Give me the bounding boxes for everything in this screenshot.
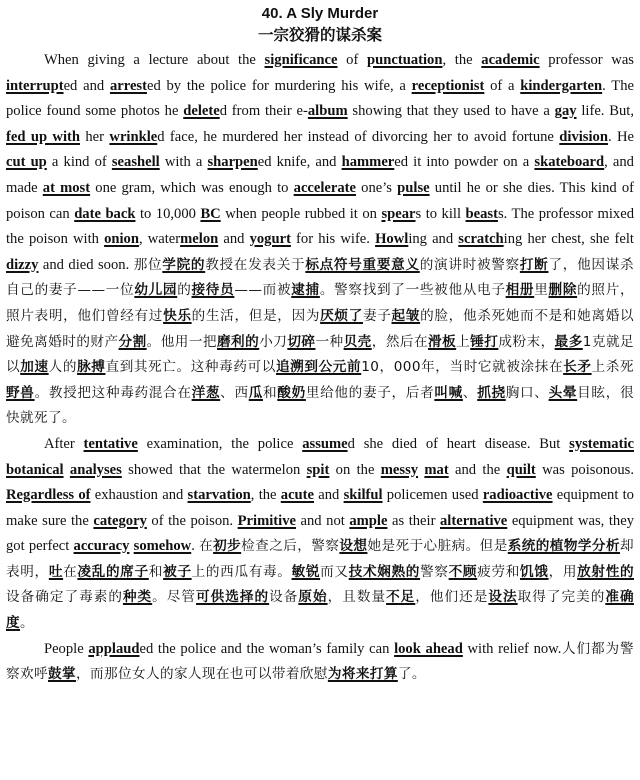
text-segment: d from their e- <box>219 103 308 120</box>
vocabulary-term: assume <box>302 435 348 452</box>
paragraph <box>6 637 634 688</box>
vocabulary-term: 叫喊 <box>434 384 463 401</box>
page-title: 40. A Sly Murder <box>261 5 379 22</box>
text-segment: was poisonous. <box>535 461 634 478</box>
vocabulary-term: scratch <box>458 231 504 248</box>
text-segment: , water <box>138 231 181 248</box>
vocabulary-term: kindergarten <box>520 77 603 94</box>
text-segment: 的 <box>177 282 192 299</box>
vocabulary-term: skilful <box>343 487 383 504</box>
text-segment: one’s <box>356 179 398 196</box>
vocabulary-term: acute <box>280 487 315 504</box>
vocabulary-term: radioactive <box>482 487 553 504</box>
paragraph <box>6 432 634 637</box>
vocabulary-term: 删除 <box>548 282 578 299</box>
text-segment: 的照片，照片表明，他们曾经有过 <box>6 282 634 324</box>
text-segment: ing and <box>408 231 459 248</box>
text-segment: s to kill <box>415 205 466 222</box>
text-segment: to 10,000 <box>135 205 201 222</box>
text-segment: 在 <box>199 538 214 555</box>
vocabulary-term: 磨利的 <box>216 333 260 350</box>
text-segment: 上的西瓜有毒。 <box>191 563 292 580</box>
text-segment: . <box>191 538 200 555</box>
vocabulary-term: 瓜 <box>248 384 264 401</box>
text-segment: and the <box>448 461 507 478</box>
text-segment: of a <box>484 77 521 94</box>
vocabulary-term: messy <box>380 461 419 478</box>
text-segment: equipment to make sure the <box>6 487 634 529</box>
vocabulary-term: pulse <box>397 179 430 196</box>
text-segment: , and made <box>6 154 634 196</box>
vocabulary-term: division <box>559 128 608 145</box>
text-segment: After <box>43 435 84 452</box>
vocabulary-term: 滑板 <box>428 333 457 350</box>
vocabulary-term: 切碎 <box>287 333 316 350</box>
text-segment: 小刀 <box>259 333 288 350</box>
text-segment: d she died of heart disease. But <box>347 435 570 452</box>
text-segment: ed it into powder on a <box>394 154 535 171</box>
vocabulary-term: starvation <box>187 487 251 504</box>
vocabulary-term: 追溯到公元前 <box>275 359 362 376</box>
text-segment: 里 <box>534 282 549 299</box>
text-segment: 。他用一把 <box>146 333 217 350</box>
text-segment: 警察 <box>420 563 449 580</box>
vocabulary-term: 野兽 <box>6 384 35 401</box>
text-segment: 。 <box>20 615 34 632</box>
vocabulary-term: beast <box>465 205 498 222</box>
vocabulary-term: 原始 <box>298 589 328 606</box>
vocabulary-term: Howl <box>375 231 409 248</box>
text-segment: , the <box>442 52 482 68</box>
text-segment: and <box>314 487 344 504</box>
text-segment: life. But, <box>576 103 634 120</box>
vocabulary-term: alternative <box>440 512 508 529</box>
text-segment: examination, the police <box>137 435 303 452</box>
vocabulary-term: interrupt <box>6 77 64 94</box>
text-segment: 的脸，他杀死她而不是和她离婚以避免离婚时的财产 <box>6 307 634 350</box>
vocabulary-term: date back <box>74 205 136 222</box>
text-segment: and not <box>295 512 350 529</box>
text-segment: one gram, which was enough to <box>90 179 294 196</box>
text-segment: 那位 <box>133 256 163 273</box>
text-segment: , the <box>250 487 281 504</box>
text-segment: . The police found some photos he <box>6 77 634 120</box>
text-segment: for his wife. <box>290 231 376 248</box>
vocabulary-term: 设法 <box>488 589 518 606</box>
text-segment: 和 <box>263 384 278 401</box>
vocabulary-term: 设想 <box>339 538 368 555</box>
vocabulary-term: 准确度 <box>6 589 634 632</box>
vocabulary-term: accuracy <box>73 538 130 555</box>
text-segment: her <box>80 128 110 145</box>
text-segment: ，他们还是 <box>415 589 489 606</box>
text-segment: 。尽管 <box>152 589 197 606</box>
vocabulary-term: 吐 <box>48 563 64 580</box>
text-segment: of the poison. <box>146 512 238 529</box>
text-segment: as their <box>387 512 440 529</box>
paragraph <box>6 48 634 432</box>
vocabulary-term: 分割 <box>118 333 147 350</box>
text-segment: professor was <box>539 52 634 68</box>
vocabulary-term: 最多 <box>554 333 583 350</box>
vocabulary-term: 学院的 <box>162 256 206 273</box>
vocabulary-term: 饥饿 <box>520 563 549 580</box>
vocabulary-term: mat <box>424 461 449 478</box>
vocabulary-term: 技术娴熟的 <box>348 563 421 580</box>
text-segment: showing that they used to have a <box>347 103 555 120</box>
vocabulary-term: punctuation <box>367 52 443 68</box>
text-segment: policemen used <box>382 487 483 504</box>
vocabulary-term: 相册 <box>505 282 535 299</box>
text-segment: ing her chest, she felt <box>503 231 634 248</box>
text-segment: 目眩，很快就死了。 <box>6 384 634 427</box>
text-segment: 人的 <box>48 359 78 376</box>
text-segment: ed the police and the woman’s family can <box>139 640 395 657</box>
vocabulary-term: category <box>93 512 147 529</box>
vocabulary-term: 打断 <box>519 256 549 273</box>
vocabulary-term: Regardless of <box>6 487 91 504</box>
vocabulary-term: somehow <box>133 538 192 555</box>
vocabulary-term: 加速 <box>20 359 49 376</box>
text-segment: 取得了完美的 <box>517 589 606 606</box>
vocabulary-term: 凌乱的席子 <box>77 563 149 580</box>
vocabulary-term: at most <box>42 179 91 196</box>
vocabulary-term: dizzy <box>6 256 39 273</box>
vocabulary-term: skateboard <box>534 154 605 171</box>
text-segment: ，而那位女人的家人现在也可以带着欣慰 <box>75 666 328 683</box>
text-segment: a kind of <box>46 154 112 171</box>
text-segment: ed knife, and <box>257 154 342 171</box>
text-segment: 疲劳和 <box>477 563 521 580</box>
vocabulary-term: spear <box>381 205 416 222</box>
text-segment: ，且数量 <box>327 589 387 606</box>
text-segment: 。警察找到了一些被他从电子 <box>319 282 506 299</box>
vocabulary-term: arrest <box>109 77 147 94</box>
vocabulary-term: fed up with <box>6 128 81 145</box>
text-segment: 了。 <box>397 666 426 683</box>
vocabulary-term: 厌烦了 <box>320 307 363 324</box>
vocabulary-term: ample <box>349 512 388 529</box>
vocabulary-term: analyses <box>69 461 122 478</box>
text-segment: exhaustion and <box>90 487 188 504</box>
text-segment: 的生活，但是，因为 <box>191 307 321 324</box>
text-segment: 了，他因谋杀自己的妻子——一位 <box>6 256 634 299</box>
vocabulary-term: sharpen <box>207 154 258 171</box>
vocabulary-term: significance <box>264 52 338 68</box>
text-segment: on the <box>329 461 381 478</box>
vocabulary-term: album <box>307 103 348 120</box>
vocabulary-term: 系统的植物学分析 <box>507 538 620 555</box>
vocabulary-term: 长矛 <box>563 359 592 376</box>
text-segment: 设备确定了毒素的 <box>6 589 123 606</box>
vocabulary-term: academic <box>481 52 540 68</box>
text-segment: and <box>218 231 250 248</box>
vocabulary-term: 不顾 <box>448 563 478 580</box>
vocabulary-term: quilt <box>506 461 536 478</box>
vocabulary-term: 贝壳 <box>343 333 372 350</box>
vocabulary-term: 鼓掌 <box>47 666 76 683</box>
vocabulary-term: 可供选择的 <box>196 589 270 606</box>
vocabulary-term: 头晕 <box>548 384 578 401</box>
text-segment: 的演讲时被警察 <box>419 256 520 273</box>
text-segment: equipment was, they got perfect <box>6 512 634 555</box>
text-segment: 一种 <box>315 333 344 350</box>
vocabulary-term: 敏锐 <box>291 563 321 580</box>
vocabulary-term: botanical <box>6 461 64 478</box>
text-segment: of <box>337 52 368 68</box>
text-segment: 上杀死 <box>591 359 634 376</box>
vocabulary-term: wrinkle <box>109 128 158 145</box>
vocabulary-term: 逮捕 <box>291 282 320 299</box>
text-segment: ed by the police for murdering his wife, a <box>146 77 412 94</box>
vocabulary-term: 不足 <box>386 589 416 606</box>
vocabulary-term: systematic <box>569 435 634 452</box>
vocabulary-term: receptionist <box>411 77 485 94</box>
vocabulary-term: tentative <box>83 435 138 452</box>
text-segment: 设备 <box>269 589 299 606</box>
vocabulary-term: 初步 <box>213 538 242 555</box>
text-segment: with relief now. <box>462 640 562 657</box>
vocabulary-term: 标点符号重要意义 <box>305 256 420 273</box>
text-segment: 她是死于心脏病。但是 <box>367 538 508 555</box>
text-segment: 却表明， <box>6 538 634 580</box>
vocabulary-term: yogurt <box>249 231 291 248</box>
vocabulary-term: 锤打 <box>470 333 499 350</box>
vocabulary-term: 放射性的 <box>577 563 634 580</box>
vocabulary-term: 快乐 <box>163 307 192 324</box>
text-segment: 、西 <box>220 384 249 401</box>
vocabulary-term: 抓挠 <box>477 384 506 401</box>
vocabulary-term: accelerate <box>293 179 357 196</box>
vocabulary-term: seashell <box>111 154 160 171</box>
vocabulary-term: 洋葱 <box>191 384 221 401</box>
text-segment: 1克就足以 <box>6 333 635 376</box>
vocabulary-term: 为将来打算 <box>327 666 398 683</box>
article-body <box>6 48 634 688</box>
text-segment: showed that the watermelon <box>121 461 307 478</box>
vocabulary-term: gay <box>554 103 577 120</box>
text-segment: 里给他的妻子，后者 <box>305 384 435 401</box>
vocabulary-term: BC <box>200 205 221 222</box>
vocabulary-term: delete <box>183 103 220 120</box>
text-segment: until he or she dies. This kind of poison can <box>6 179 634 222</box>
text-segment: 成粉末， <box>498 333 555 350</box>
text-segment: 直到其死亡。这种毒药可以 <box>105 359 276 376</box>
text-segment: 在 <box>63 563 78 580</box>
text-segment: ，用 <box>548 563 578 580</box>
vocabulary-term: 接待员 <box>191 282 235 299</box>
text-segment: ——而被 <box>234 282 292 299</box>
text-segment: 教授在发表关于 <box>205 256 306 273</box>
text-segment: 而又 <box>320 563 349 580</box>
text-segment: 胸口、 <box>505 384 549 401</box>
page-subtitle: 一宗狡猾的谋杀案 <box>257 26 382 44</box>
vocabulary-term: 起皱 <box>391 307 421 324</box>
text-segment: 10，000年，当时它就被涂抹在 <box>361 359 564 376</box>
vocabulary-term: 被子 <box>163 563 192 580</box>
vocabulary-term: 种类 <box>122 589 153 606</box>
text-segment: ，然后在 <box>371 333 429 350</box>
vocabulary-term: 脉搏 <box>77 359 106 376</box>
vocabulary-term: onion <box>104 231 139 248</box>
text-segment: s. The professor mixed the poison with <box>6 205 635 248</box>
text-segment: People <box>43 640 89 657</box>
text-segment: when people rubbed it on <box>220 205 382 222</box>
text-segment: d face, he murdered her instead of divorcing her to avoid fortune <box>157 128 560 145</box>
text-segment: 检查之后，警察 <box>241 538 340 555</box>
text-segment: and died soon. <box>38 256 134 273</box>
text-segment: When giving a lecture about the <box>43 52 265 68</box>
text-segment: 上 <box>456 333 471 350</box>
vocabulary-term: spit <box>306 461 330 478</box>
text-segment: 、 <box>462 384 478 401</box>
text-segment: 和 <box>148 563 164 580</box>
text-segment: with a <box>159 154 208 171</box>
vocabulary-term: melon <box>180 231 219 248</box>
text-segment: ed and <box>63 77 110 94</box>
vocabulary-term: Primitive <box>237 512 296 529</box>
text-segment: 人们都为警察欢呼 <box>6 640 635 683</box>
vocabulary-term: applaud <box>88 640 140 657</box>
vocabulary-term: 酸奶 <box>277 384 306 401</box>
text-segment: . He <box>607 128 634 145</box>
text-segment: 妻子 <box>362 307 392 324</box>
vocabulary-term: look ahead <box>394 640 463 657</box>
text-segment: 。教授把这种毒药混合在 <box>34 384 192 401</box>
vocabulary-term: cut up <box>6 154 47 171</box>
vocabulary-term: 幼儿园 <box>134 282 178 299</box>
vocabulary-term: hammer <box>341 154 395 171</box>
